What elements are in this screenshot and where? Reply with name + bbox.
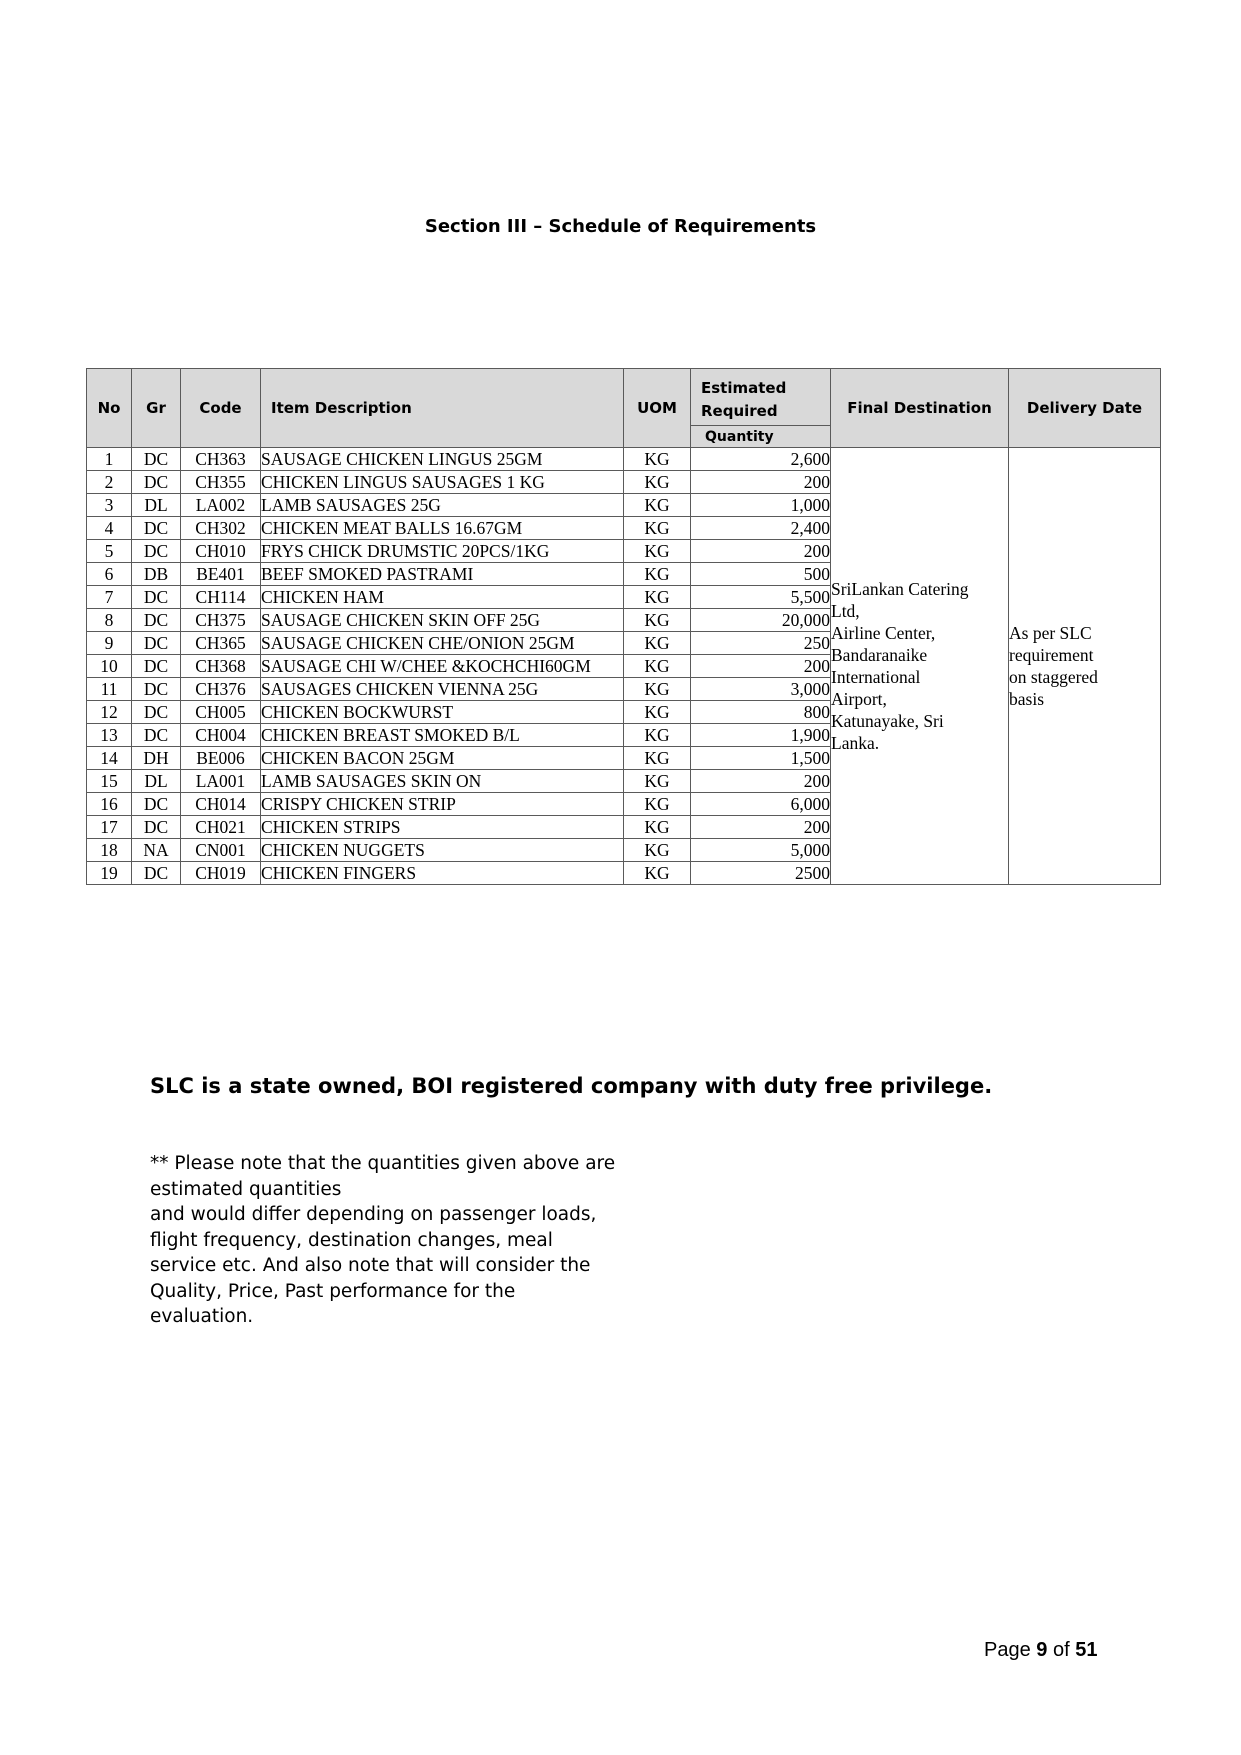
row-quantity: 5,000 xyxy=(691,839,831,862)
row-number: 13 xyxy=(87,724,132,747)
row-item-description: SAUSAGE CHICKEN SKIN OFF 25G xyxy=(261,609,624,632)
destination-line: Bandaranaike xyxy=(831,645,928,665)
row-uom: KG xyxy=(624,701,691,724)
row-number: 14 xyxy=(87,747,132,770)
row-item-description: LAMB SAUSAGES SKIN ON xyxy=(261,770,624,793)
duty-free-notice: SLC is a state owned, BOI registered company with duty free privilege. xyxy=(150,1074,993,1098)
header-no: No xyxy=(87,369,132,448)
row-uom: KG xyxy=(624,724,691,747)
row-group: DC xyxy=(132,678,181,701)
row-code: BE401 xyxy=(181,563,261,586)
row-quantity: 200 xyxy=(691,471,831,494)
row-number: 11 xyxy=(87,678,132,701)
row-group: DL xyxy=(132,770,181,793)
row-item-description: LAMB SAUSAGES 25G xyxy=(261,494,624,517)
row-uom: KG xyxy=(624,586,691,609)
row-group: DC xyxy=(132,540,181,563)
header-uom: UOM xyxy=(624,369,691,448)
row-uom: KG xyxy=(624,448,691,471)
row-code: LA002 xyxy=(181,494,261,517)
row-item-description: SAUSAGE CHICKEN LINGUS 25GM xyxy=(261,448,624,471)
row-item-description: CHICKEN LINGUS SAUSAGES 1 KG xyxy=(261,471,624,494)
row-code: CH368 xyxy=(181,655,261,678)
row-group: NA xyxy=(132,839,181,862)
delivery-line: As per SLC xyxy=(1009,623,1092,643)
row-code: CH114 xyxy=(181,586,261,609)
row-group: DH xyxy=(132,747,181,770)
destination-line: Airport, xyxy=(831,689,887,709)
destination-line: Lanka. xyxy=(831,733,880,753)
row-item-description: CHICKEN FINGERS xyxy=(261,862,624,885)
row-quantity: 2,400 xyxy=(691,517,831,540)
row-uom: KG xyxy=(624,609,691,632)
row-group: DC xyxy=(132,586,181,609)
row-number: 10 xyxy=(87,655,132,678)
delivery-date-cell xyxy=(1009,448,1161,885)
note-line: evaluation. xyxy=(150,1306,254,1327)
header-code: Code xyxy=(181,369,261,448)
destination-line: Airline Center, xyxy=(831,623,936,643)
header-estimated-line2: Required xyxy=(701,402,778,420)
row-uom: KG xyxy=(624,471,691,494)
page-prefix: Page xyxy=(984,1639,1031,1661)
row-code: CH004 xyxy=(181,724,261,747)
row-uom: KG xyxy=(624,632,691,655)
row-uom: KG xyxy=(624,839,691,862)
row-quantity: 6,000 xyxy=(691,793,831,816)
header-gr: Gr xyxy=(132,369,181,448)
row-uom: KG xyxy=(624,540,691,563)
row-number: 16 xyxy=(87,793,132,816)
delivery-line: basis xyxy=(1009,689,1044,709)
note-line: flight frequency, destination changes, meal xyxy=(150,1229,553,1251)
row-code: CH365 xyxy=(181,632,261,655)
row-number: 6 xyxy=(87,563,132,586)
row-number: 8 xyxy=(87,609,132,632)
row-quantity: 2,600 xyxy=(691,448,831,471)
row-item-description: SAUSAGE CHI W/CHEE &KOCHCHI60GM xyxy=(261,655,624,678)
row-code: CH375 xyxy=(181,609,261,632)
row-item-description: CHICKEN BACON 25GM xyxy=(261,747,624,770)
row-number: 17 xyxy=(87,816,132,839)
row-code: CH005 xyxy=(181,701,261,724)
row-group: DL xyxy=(132,494,181,517)
note-line: ** Please note that the quantities given above are xyxy=(150,1153,616,1174)
header-item-description: Item Description xyxy=(261,369,624,448)
row-group: DC xyxy=(132,862,181,885)
row-quantity: 500 xyxy=(691,563,831,586)
row-quantity: 2500 xyxy=(691,862,831,885)
destination-line: International xyxy=(831,667,921,687)
row-item-description: CHICKEN MEAT BALLS 16.67GM xyxy=(261,517,624,540)
row-uom: KG xyxy=(624,678,691,701)
row-number: 9 xyxy=(87,632,132,655)
row-group: DB xyxy=(132,563,181,586)
row-code: CH355 xyxy=(181,471,261,494)
row-uom: KG xyxy=(624,770,691,793)
row-group: DC xyxy=(132,793,181,816)
row-item-description: CHICKEN BOCKWURST xyxy=(261,701,624,724)
row-group: DC xyxy=(132,517,181,540)
row-item-description: CHICKEN HAM xyxy=(261,586,624,609)
page-of: of xyxy=(1052,1639,1070,1661)
row-item-description: CHICKEN STRIPS xyxy=(261,816,624,839)
row-uom: KG xyxy=(624,747,691,770)
row-quantity: 5,500 xyxy=(691,586,831,609)
header-estimated-line1: Estimated xyxy=(701,379,787,397)
row-quantity: 1,500 xyxy=(691,747,831,770)
requirements-table xyxy=(86,368,1161,885)
header-final-destination: Final Destination xyxy=(831,369,1009,448)
row-uom: KG xyxy=(624,655,691,678)
note-line: and would differ depending on passenger loads, xyxy=(150,1204,597,1225)
row-quantity: 3,000 xyxy=(691,678,831,701)
row-group: DC xyxy=(132,632,181,655)
row-group: DC xyxy=(132,655,181,678)
table-body xyxy=(87,448,1161,885)
row-code: BE006 xyxy=(181,747,261,770)
row-quantity: 200 xyxy=(691,770,831,793)
row-code: CH021 xyxy=(181,816,261,839)
page-number xyxy=(984,1639,1097,1662)
row-code: CH010 xyxy=(181,540,261,563)
row-item-description: CRISPY CHICKEN STRIP xyxy=(261,793,624,816)
row-item-description: CHICKEN NUGGETS xyxy=(261,839,624,862)
table-row xyxy=(87,448,1161,471)
row-number: 2 xyxy=(87,471,132,494)
row-uom: KG xyxy=(624,517,691,540)
row-number: 12 xyxy=(87,701,132,724)
row-number: 4 xyxy=(87,517,132,540)
row-group: DC xyxy=(132,448,181,471)
table-header xyxy=(87,369,1161,448)
row-uom: KG xyxy=(624,862,691,885)
row-item-description: BEEF SMOKED PASTRAMI xyxy=(261,563,624,586)
row-number: 5 xyxy=(87,540,132,563)
row-code: LA001 xyxy=(181,770,261,793)
quantity-note xyxy=(150,1151,650,1330)
row-quantity: 1,000 xyxy=(691,494,831,517)
header-quantity: Quantity xyxy=(691,426,831,448)
row-number: 19 xyxy=(87,862,132,885)
row-group: DC xyxy=(132,609,181,632)
row-code: CH376 xyxy=(181,678,261,701)
row-code: CH019 xyxy=(181,862,261,885)
row-quantity: 200 xyxy=(691,655,831,678)
row-quantity: 800 xyxy=(691,701,831,724)
note-line: estimated quantities xyxy=(150,1178,342,1200)
page-title: Section III – Schedule of Requirements xyxy=(424,216,817,237)
row-uom: KG xyxy=(624,816,691,839)
destination-line: Ltd, xyxy=(831,601,860,621)
row-group: DC xyxy=(132,701,181,724)
row-group: DC xyxy=(132,816,181,839)
row-item-description: SAUSAGES CHICKEN VIENNA 25G xyxy=(261,678,624,701)
row-quantity: 1,900 xyxy=(691,724,831,747)
row-quantity: 200 xyxy=(691,540,831,563)
row-item-description: SAUSAGE CHICKEN CHE/ONION 25GM xyxy=(261,632,624,655)
delivery-line: on staggered xyxy=(1009,667,1098,687)
row-item-description: CHICKEN BREAST SMOKED B/L xyxy=(261,724,624,747)
note-line: service etc. And also note that will consider the xyxy=(150,1255,591,1276)
row-number: 1 xyxy=(87,448,132,471)
destination-line: SriLankan Catering xyxy=(831,579,969,599)
final-destination-cell xyxy=(831,448,1009,885)
row-number: 18 xyxy=(87,839,132,862)
page-current: 9 xyxy=(1036,1639,1048,1661)
row-uom: KG xyxy=(624,494,691,517)
note-line: Quality, Price, Past performance for the xyxy=(150,1280,516,1302)
row-code: CN001 xyxy=(181,839,261,862)
row-quantity: 200 xyxy=(691,816,831,839)
row-number: 15 xyxy=(87,770,132,793)
page-total: 51 xyxy=(1075,1639,1098,1661)
destination-line: Katunayake, Sri xyxy=(831,711,944,731)
row-group: DC xyxy=(132,471,181,494)
row-code: CH014 xyxy=(181,793,261,816)
row-quantity: 20,000 xyxy=(691,609,831,632)
row-uom: KG xyxy=(624,563,691,586)
row-item-description: FRYS CHICK DRUMSTIC 20PCS/1KG xyxy=(261,540,624,563)
row-code: CH363 xyxy=(181,448,261,471)
row-number: 7 xyxy=(87,586,132,609)
row-uom: KG xyxy=(624,793,691,816)
delivery-line: requirement xyxy=(1009,645,1094,665)
header-delivery-date: Delivery Date xyxy=(1009,369,1161,448)
header-estimated-required xyxy=(691,369,831,426)
row-code: CH302 xyxy=(181,517,261,540)
row-number: 3 xyxy=(87,494,132,517)
row-group: DC xyxy=(132,724,181,747)
row-quantity: 250 xyxy=(691,632,831,655)
